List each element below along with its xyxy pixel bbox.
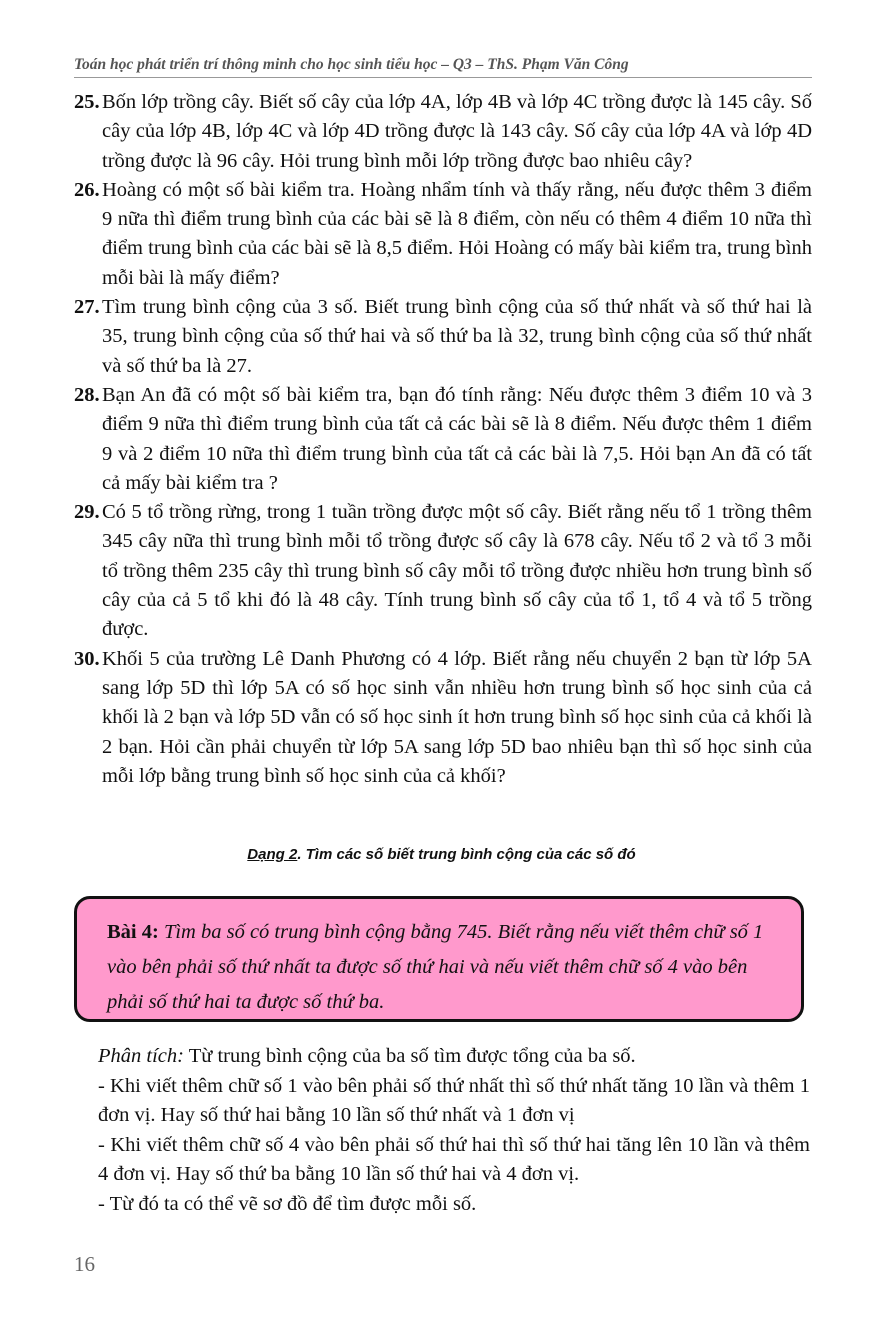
problem-28 xyxy=(74,381,812,498)
section-heading xyxy=(0,846,883,863)
problem-25 xyxy=(74,88,812,176)
problem-number: 29. xyxy=(74,501,100,524)
problem-text: Khối 5 của trường Lê Danh Phương có 4 lớp. Biết rằng nếu chuyển 2 bạn từ lớp 5A sang lớp 5D thì lớp 5A có số học sinh vẫn nhiều hơn trung bình số học sinh của cả khối là 2 bạn và lớp 5D vẫn có số học sinh ít hơn trung bình số học sinh của cả khối là 2 bạn. Hỏi cần phải chuyển từ lớp 5A sang lớp 5D bao nhiêu bạn thì số học sinh của mỗi lớp bằng trung bình số học sinh của cả khối? xyxy=(102,647,812,787)
exercise-text: Tìm ba số có trung bình cộng bằng 745. Biết rằng nếu viết thêm chữ số 1 vào bên phải số thứ nhất ta được số thứ hai và nếu viết thêm chữ số 4 vào bên phải số thứ hai ta được số thứ ba. xyxy=(107,921,764,1013)
problem-number: 26. xyxy=(74,178,100,201)
exercise-label: Bài 4 xyxy=(107,921,152,943)
exercise-box xyxy=(74,896,804,1022)
analysis-bullet: - Khi viết thêm chữ số 4 vào bên phải số thứ hai thì số thứ hai tăng lên 10 lần và thêm 4 đơn vị. Hay số thứ ba bằng 10 lần số thứ hai và 4 đơn vị. xyxy=(98,1133,810,1185)
problem-29 xyxy=(74,498,812,644)
problem-text: Có 5 tổ trồng rừng, trong 1 tuần trồng được một số cây. Biết rằng nếu tổ 1 trồng thêm 345 cây nữa thì trung bình mỗi tổ trồng được số cây là 678 cây. Nếu tổ 2 và tổ 3 mỗi tổ trồng thêm 235 cây thì trung bình số cây mỗi tổ trồng được nhiều hơn trung bình số cây của cả 5 tổ khi đó là 48 cây. Tính trung bình số cây của tổ 1, tổ 4 và tổ 5 trồng được. xyxy=(102,501,812,641)
problem-number: 30. xyxy=(74,647,100,670)
analysis-label: Phân tích: xyxy=(98,1045,184,1067)
analysis-bullet: - Từ đó ta có thể vẽ sơ đồ để tìm được mỗi số. xyxy=(98,1192,477,1215)
page-number: 16 xyxy=(74,1252,95,1276)
problem-number: 28. xyxy=(74,383,100,406)
problem-text: Tìm trung bình cộng của 3 số. Biết trung bình cộng của số thứ nhất và số thứ hai là 35, trung bình cộng của số thứ hai và số thứ ba là 32, trung bình cộng của số thứ nhất và số thứ ba là 27. xyxy=(102,296,812,377)
problem-text: Bạn An đã có một số bài kiểm tra, bạn đó tính rằng: Nếu được thêm 3 điểm 10 và 3 điểm 9 nữa thì điểm trung bình của tất cả các bài sẽ là 8 điểm. Nếu được thêm 1 điểm 9 và 2 điểm 10 nữa thì điểm trung bình của tất cả các bài là 7,5. Hỏi bạn An đã có tất cả mấy bài kiểm tra ? xyxy=(102,383,812,494)
problem-text: Bốn lớp trồng cây. Biết số cây của lớp 4A, lớp 4B và lớp 4C trồng được là 145 cây. Số cây của lớp 4B, lớp 4C và lớp 4D trồng được là 143 cây. Số cây của lớp 4A và lớp 4D trồng được là 96 cây. Hỏi trung bình mỗi lớp trồng được bao nhiêu cây? xyxy=(102,91,813,172)
analysis-intro-text: Từ trung bình cộng của ba số tìm được tổng của ba số. xyxy=(183,1045,636,1067)
problem-26 xyxy=(74,176,812,293)
section-label: Dạng 2 xyxy=(247,846,298,863)
problem-number: 25. xyxy=(74,91,100,113)
problem-list xyxy=(74,88,812,791)
problem-text: Hoàng có một số bài kiểm tra. Hoàng nhẩm tính và thấy rằng, nếu được thêm 3 điểm 9 nữa thì điểm trung bình của các bài sẽ là 8 điểm, còn nếu có thêm 4 điểm 10 nữa thì điểm trung bình của các bài sẽ là 8,5 điểm. Hỏi Hoàng có mấy bài kiểm tra, trung bình mỗi bài là mấy điểm? xyxy=(102,178,812,289)
analysis-intro xyxy=(98,1042,810,1072)
problem-number: 27. xyxy=(74,296,100,319)
problem-27 xyxy=(74,293,812,381)
exercise-colon: : xyxy=(152,921,164,943)
analysis-section xyxy=(98,1042,810,1219)
analysis-bullet: - Khi viết thêm chữ số 1 vào bên phải số thứ nhất thì số thứ nhất tăng 10 lần và thêm 1 đơn vị. Hay số thứ hai bằng 10 lần số thứ nhất và 1 đơn vị xyxy=(98,1074,810,1126)
section-title-text: . Tìm các số biết trung bình cộng của các số đó xyxy=(297,846,636,863)
problem-30 xyxy=(74,645,812,791)
header-divider xyxy=(74,77,812,78)
page-header: Toán học phát triển trí thông minh cho học sinh tiểu học – Q3 – ThS. Phạm Văn Công xyxy=(74,56,629,73)
